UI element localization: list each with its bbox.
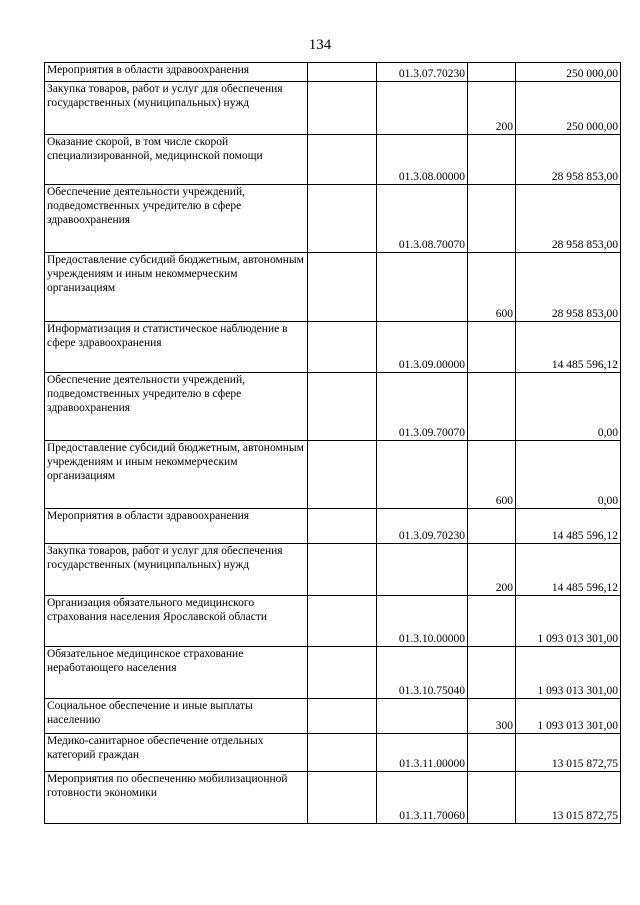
row-code: 01.3.09.00000	[377, 322, 468, 373]
row-code: 01.3.07.70230	[377, 63, 468, 82]
row-amount: 13 015 872,75	[516, 734, 621, 772]
row-blank-cell	[308, 772, 377, 824]
row-expense-type: 200	[468, 544, 516, 596]
table-row	[45, 373, 621, 441]
row-code: 01.3.08.70070	[377, 185, 468, 253]
table-row	[45, 441, 621, 509]
row-name: Организация обязательного медицинского страхования населения Ярославской области	[45, 596, 308, 647]
row-name: Медико-санитарное обеспечение отдельных категорий граждан	[45, 734, 308, 772]
row-name: Предоставление субсидий бюджетным, автономным учреждениям и иным некоммерческим организациям	[45, 253, 308, 322]
row-expense-type: 600	[468, 441, 516, 509]
row-amount: 1 093 013 301,00	[516, 596, 621, 647]
row-blank-cell	[308, 596, 377, 647]
row-code	[377, 441, 468, 509]
row-expense-type	[468, 135, 516, 185]
row-code	[377, 253, 468, 322]
row-name: Мероприятия в области здравоохранения	[45, 63, 308, 82]
row-blank-cell	[308, 734, 377, 772]
row-amount: 28 958 853,00	[516, 135, 621, 185]
row-name: Обеспечение деятельности учреждений, подведомственных учредителю в сфере здравоохранения	[45, 373, 308, 441]
row-code: 01.3.11.00000	[377, 734, 468, 772]
row-code	[377, 699, 468, 734]
table-row	[45, 509, 621, 544]
row-name: Предоставление субсидий бюджетным, автономным учреждениям и иным некоммерческим организациям	[45, 441, 308, 509]
row-blank-cell	[308, 544, 377, 596]
table-row	[45, 63, 621, 82]
row-amount: 14 485 596,12	[516, 509, 621, 544]
row-name: Обеспечение деятельности учреждений, подведомственных учредителю в сфере здравоохранения	[45, 185, 308, 253]
row-code: 01.3.09.70230	[377, 509, 468, 544]
row-name: Социальное обеспечение и иные выплаты населению	[45, 699, 308, 734]
row-expense-type	[468, 734, 516, 772]
row-expense-type	[468, 185, 516, 253]
table-row	[45, 185, 621, 253]
row-amount: 0,00	[516, 441, 621, 509]
table-row	[45, 734, 621, 772]
table-row	[45, 253, 621, 322]
row-name: Информатизация и статистическое наблюдение в сфере здравоохранения	[45, 322, 308, 373]
row-amount: 14 485 596,12	[516, 544, 621, 596]
row-blank-cell	[308, 253, 377, 322]
row-code: 01.3.10.75040	[377, 647, 468, 699]
row-name: Обязательное медицинское страхование неработающего населения	[45, 647, 308, 699]
row-code: 01.3.11.70060	[377, 772, 468, 824]
row-expense-type	[468, 509, 516, 544]
row-amount: 1 093 013 301,00	[516, 699, 621, 734]
row-expense-type: 300	[468, 699, 516, 734]
table-row	[45, 647, 621, 699]
row-code	[377, 544, 468, 596]
row-name: Мероприятия по обеспечению мобилизационной готовности экономики	[45, 772, 308, 824]
row-blank-cell	[308, 647, 377, 699]
row-amount: 0,00	[516, 373, 621, 441]
row-name: Закупка товаров, работ и услуг для обеспечения государственных (муниципальных) нужд	[45, 82, 308, 135]
row-code: 01.3.10.00000	[377, 596, 468, 647]
row-amount: 1 093 013 301,00	[516, 647, 621, 699]
row-amount: 28 958 853,00	[516, 253, 621, 322]
page-number: 134	[308, 37, 332, 53]
row-expense-type	[468, 772, 516, 824]
row-code	[377, 82, 468, 135]
row-amount: 13 015 872,75	[516, 772, 621, 824]
row-amount: 28 958 853,00	[516, 185, 621, 253]
row-blank-cell	[308, 82, 377, 135]
row-blank-cell	[308, 63, 377, 82]
row-blank-cell	[308, 135, 377, 185]
table-row	[45, 699, 621, 734]
table-row	[45, 135, 621, 185]
row-expense-type	[468, 322, 516, 373]
row-expense-type: 200	[468, 82, 516, 135]
row-expense-type: 600	[468, 253, 516, 322]
row-name: Оказание скорой, в том числе скорой специализированной, медицинской помощи	[45, 135, 308, 185]
row-blank-cell	[308, 699, 377, 734]
row-name: Закупка товаров, работ и услуг для обеспечения государственных (муниципальных) нужд	[45, 544, 308, 596]
table-row	[45, 322, 621, 373]
row-code: 01.3.08.00000	[377, 135, 468, 185]
row-amount: 14 485 596,12	[516, 322, 621, 373]
row-expense-type	[468, 373, 516, 441]
table-row	[45, 596, 621, 647]
row-code: 01.3.09.70070	[377, 373, 468, 441]
row-blank-cell	[308, 185, 377, 253]
row-blank-cell	[308, 509, 377, 544]
row-name: Мероприятия в области здравоохранения	[45, 509, 308, 544]
row-expense-type	[468, 596, 516, 647]
budget-table	[44, 62, 621, 824]
row-blank-cell	[308, 373, 377, 441]
row-amount: 250 000,00	[516, 82, 621, 135]
row-amount: 250 000,00	[516, 63, 621, 82]
row-blank-cell	[308, 441, 377, 509]
table-row	[45, 772, 621, 824]
table-row	[45, 82, 621, 135]
row-expense-type	[468, 647, 516, 699]
row-blank-cell	[308, 322, 377, 373]
table-row	[45, 544, 621, 596]
row-expense-type	[468, 63, 516, 82]
